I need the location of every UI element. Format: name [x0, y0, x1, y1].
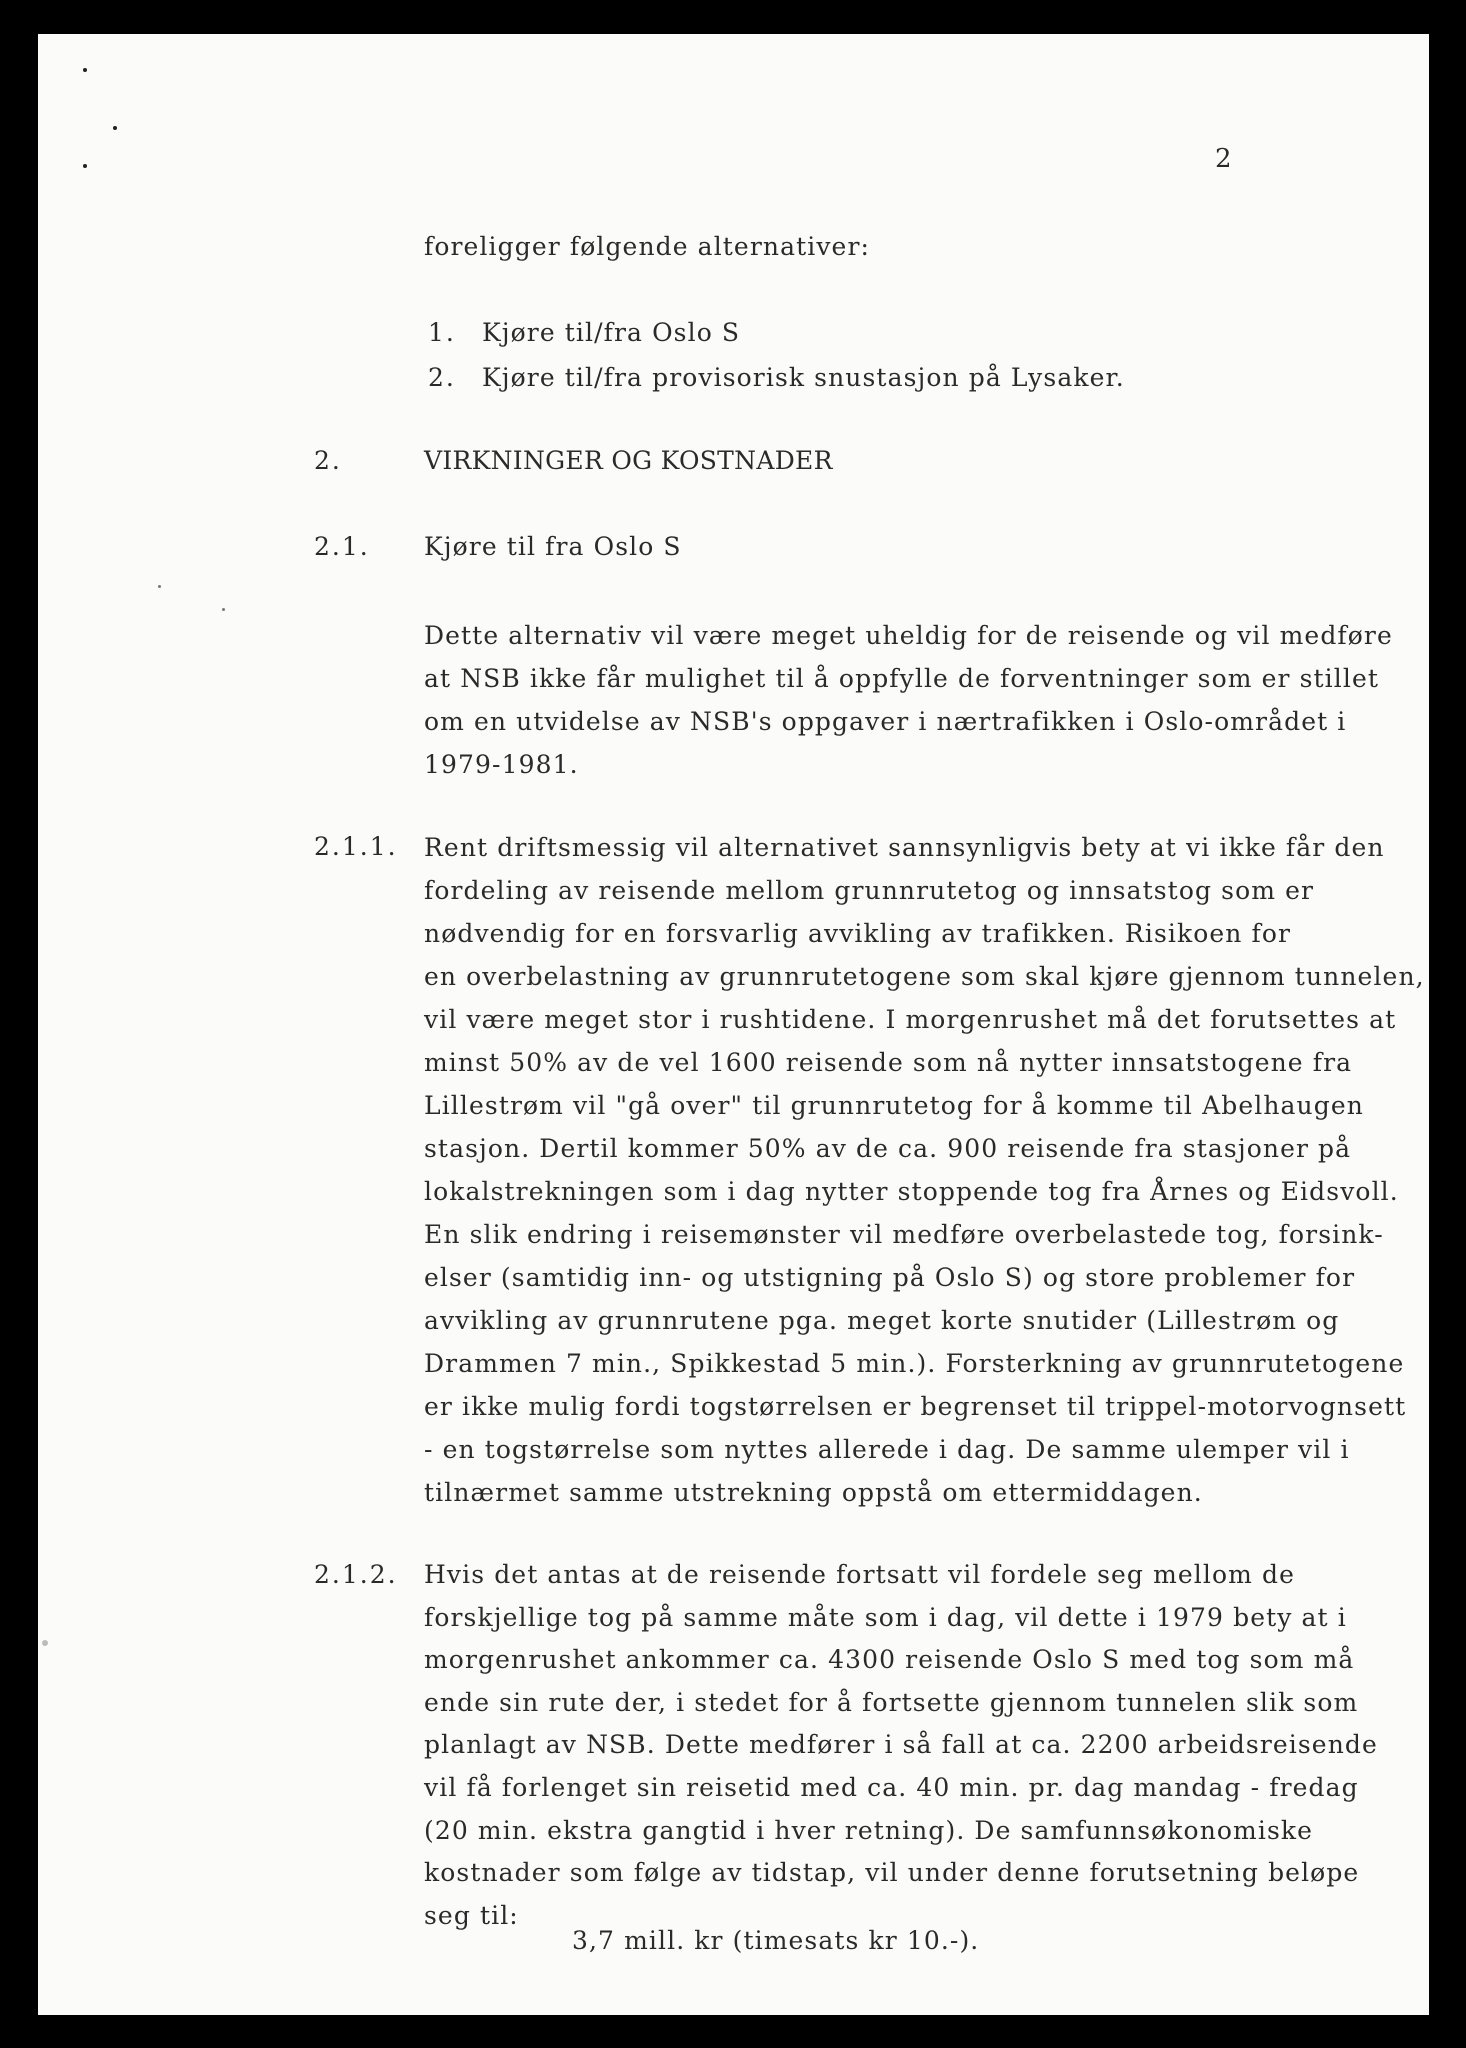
- alternative-number: 1.: [428, 318, 456, 347]
- paragraph-line: Lillestrøm vil "gå over" til grunnrutetog for å komme til Abelhaugen: [424, 1091, 1364, 1120]
- paragraph-line: om en utvidelse av NSB's oppgaver i nærtrafikken i Oslo-området i: [424, 707, 1347, 736]
- scan-speck: [83, 68, 87, 72]
- paragraph-line: 1979-1981.: [424, 750, 579, 779]
- paragraph-line: Hvis det antas at de reisende fortsatt vil fordele seg mellom de: [424, 1560, 1295, 1589]
- alternative-text: Kjøre til/fra provisorisk snustasjon på Lysaker.: [482, 363, 1125, 392]
- cost-line: 3,7 mill. kr (timesats kr 10.-).: [572, 1926, 980, 1955]
- paragraph-line: vil være meget stor i rushtidene. I morgenrushet må det forutsettes at: [424, 1005, 1397, 1034]
- paragraph-2-1: [424, 614, 1393, 786]
- section-number: 2.1.: [314, 532, 370, 561]
- scan-speck: [42, 1640, 48, 1646]
- scan-speck: [83, 164, 87, 168]
- paragraph-line: Dette alternativ vil være meget uheldig for de reisende og vil medføre: [424, 621, 1393, 650]
- alternative-number: 2.: [428, 363, 456, 392]
- paragraph-line: En slik endring i reisemønster vil medføre overbelastede tog, forsink-: [424, 1220, 1384, 1249]
- paragraph-line: nødvendig for en forsvarlig avvikling av trafikken. Risikoen for: [424, 919, 1292, 948]
- paragraph-line: ende sin rute der, i stedet for å fortsette gjennom tunnelen slik som: [424, 1687, 1359, 1717]
- scan-speck: [113, 126, 117, 130]
- paragraph-line: at NSB ikke får mulighet til å oppfylle de forventninger som er stillet: [424, 664, 1379, 693]
- paragraph-line: avvikling av grunnrutene pga. meget korte snutider (Lillestrøm og: [424, 1306, 1340, 1335]
- section-number: 2.1.1.: [314, 832, 398, 861]
- paragraph-line: seg til:: [424, 1900, 519, 1930]
- paragraph-line: minst 50% av de vel 1600 reisende som nå nytter innsatstogene fra: [424, 1048, 1353, 1077]
- paragraph-line: morgenrushet ankommer ca. 4300 reisende Oslo S med tog som må: [424, 1645, 1355, 1675]
- section-heading: VIRKNINGER OG KOSTNADER: [424, 446, 833, 475]
- paragraph-line: (20 min. ekstra gangtid i hver retning). De samfunnsøkonomiske: [424, 1815, 1314, 1845]
- paragraph-line: - en togstørrelse som nyttes allerede i dag. De samme ulemper vil i: [424, 1435, 1350, 1464]
- paragraph-line: Rent driftsmessig vil alternativet sannsynligvis bety at vi ikke får den: [424, 833, 1385, 862]
- paragraph-line: fordeling av reisende mellom grunnrutetog og innsatstog som er: [424, 876, 1315, 905]
- page-number: 2: [1215, 144, 1233, 174]
- paragraph-2-1-2: [424, 1554, 1378, 1937]
- section-number: 2.: [314, 446, 342, 475]
- intro-line: foreligger følgende alternativer:: [424, 232, 871, 261]
- alternative-text: Kjøre til/fra Oslo S: [482, 318, 741, 347]
- paragraph-line: tilnærmet samme utstrekning oppstå om ettermiddagen.: [424, 1478, 1203, 1507]
- paragraph-line: elser (samtidig inn- og utstigning på Oslo S) og store problemer for: [424, 1263, 1356, 1292]
- section-number: 2.1.2.: [314, 1560, 398, 1589]
- scan-speck: [158, 585, 161, 588]
- paragraph-line: en overbelastning av grunnrutetogene som skal kjøre gjennom tunnelen,: [424, 962, 1425, 991]
- paragraph-2-1-1: [424, 826, 1425, 1514]
- section-heading: Kjøre til fra Oslo S: [424, 532, 682, 561]
- paragraph-line: vil få forlenget sin reisetid med ca. 40 min. pr. dag mandag - fredag: [424, 1772, 1359, 1802]
- paragraph-line: stasjon. Dertil kommer 50% av de ca. 900 reisende fra stasjoner på: [424, 1134, 1352, 1163]
- paragraph-line: kostnader som følge av tidstap, vil under denne forutsetning beløpe: [424, 1858, 1360, 1888]
- scan-speck: [222, 608, 225, 611]
- paragraph-line: forskjellige tog på samme måte som i dag, vil dette i 1979 bety at i: [424, 1602, 1347, 1632]
- paragraph-line: Drammen 7 min., Spikkestad 5 min.). Forsterkning av grunnrutetogene: [424, 1349, 1405, 1378]
- paragraph-line: lokalstrekningen som i dag nytter stoppende tog fra Årnes og Eidsvoll.: [424, 1177, 1399, 1206]
- paragraph-line: er ikke mulig fordi togstørrelsen er begrenset til trippel-motorvognsett: [424, 1392, 1407, 1421]
- paragraph-line: planlagt av NSB. Dette medfører i så fall at ca. 2200 arbeidsreisende: [424, 1730, 1378, 1760]
